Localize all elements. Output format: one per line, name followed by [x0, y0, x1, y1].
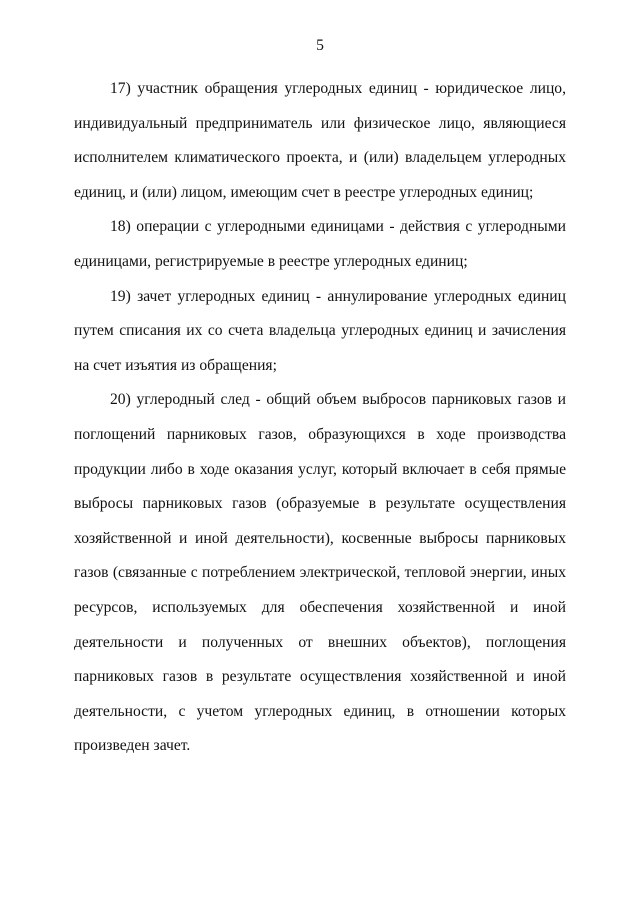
paragraph-19: 19) зачет углеродных единиц - аннулирование углеродных единиц путем списания их со счета владельца углеродных единиц и зачисления на счет изъятия из обращения;: [74, 287, 566, 374]
paragraph-17: 17) участник обращения углеродных единиц - юридическое лицо, индивидуальный предприниматель или физическое лицо, являющиеся исполнителем климатического проекта, и (или) владельцем углеродных единиц, и (или) лицом, имеющим счет в реестре углеродных единиц;: [74, 80, 566, 201]
page-number: 5: [316, 37, 324, 54]
paragraph-18: 18) операции с углеродными единицами - действия с углеродными единицами, регистрируемые в реестре углеродных единиц;: [74, 218, 566, 270]
document-body: [74, 72, 566, 764]
paragraph-20: 20) углеродный след - общий объем выбросов парниковых газов и поглощений парниковых газов, образующихся в ходе производства продукции либо в ходе оказания услуг, который включает в себя прямые выбросы парниковых газов (образуемые в результате осуществления хозяйственной и иной деятельности), косвенные выбросы парниковых газов (связанные с потреблением электрической, тепловой энергии, иных ресурсов, используемых для обеспечения хозяйственной и иной деятельности и полученных от внешних объектов), поглощения парниковых газов в результате осуществления хозяйственной и иной деятельности, с учетом углеродных единиц, в отношении которых произведен зачет.: [74, 391, 566, 755]
